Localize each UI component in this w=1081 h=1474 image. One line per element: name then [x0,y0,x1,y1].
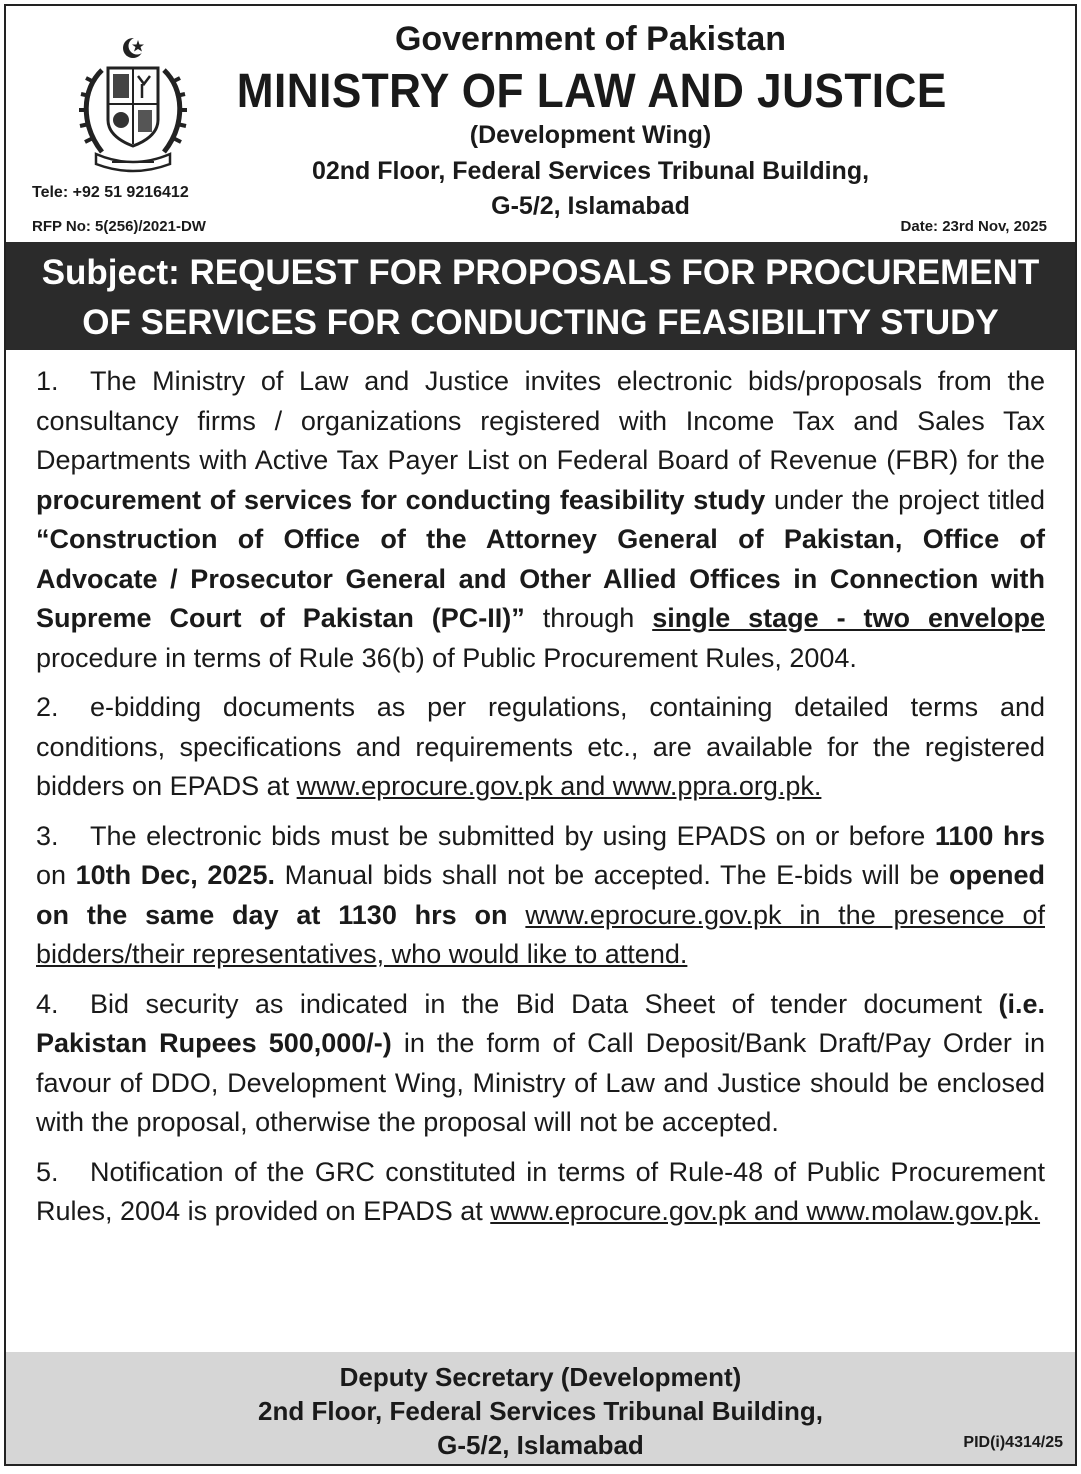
procedure-type: single stage - two envelope [652,603,1045,633]
website-links[interactable]: www.eprocure.gov.pk and www.molaw.gov.pk. [490,1196,1041,1226]
footer-address-line2: G-5/2, Islamabad [437,1430,644,1460]
header-address-line1: 02nd Floor, Federal Services Tribunal Building, [311,157,870,185]
advertisement-page [4,4,1077,1466]
text: e-bidding documents as per regulations, containing detailed terms and conditions, specifications and requirements etc., are available for the registered bidders on EPADS at [36,692,1045,801]
website-links[interactable]: www.eprocure.gov.pk and www.ppra.org.pk. [296,771,822,801]
footer-address-line1: 2nd Floor, Federal Services Tribunal Building, [258,1396,823,1426]
pid-number: PID(i)4314/25 [963,1434,1063,1451]
telephone: Tele: +92 51 9216412 [32,184,189,201]
notice-body [36,362,1045,1242]
government-title: Government of Pakistan [394,20,787,58]
state-emblem-icon [72,34,194,174]
ministry-title: MINISTRY OF LAW AND JUSTICE [236,65,947,118]
wing-title: (Development Wing) [469,121,712,149]
text: Notification of the GRC constituted in terms of Rule-48 of Public Procurement Rules, 2004 is provided on EPADS at [36,1156,1045,1226]
text: The Ministry of Law and Justice invites electronic bids/proposals from the consultancy firms / organizations registered with Income Tax and Sales Tax Departments with Active Tax Payer List on Federal Board of Revenue (FBR) for the [36,366,1045,475]
paragraph-2 [36,688,1045,807]
paragraph-1 [36,362,1045,678]
opening-time: opened on the same day at 1130 hrs on [36,860,1045,930]
header [6,6,1075,242]
paragraph-5 [36,1153,1045,1232]
paragraph-number: 3. [36,820,59,851]
website-link[interactable]: www.eprocure.gov.pk in the presence of bidders/their representatives, who would like to attend. [36,899,1045,969]
text: The electronic bids must be submitted by using EPADS on or before [90,820,935,851]
subject-line1: Subject: REQUEST FOR PROPOSALS FOR PROCUREMENT [41,253,1040,292]
subject-line2: OF SERVICES FOR CONDUCTING FEASIBILITY STUDY [82,303,999,342]
header-address-line2: G-5/2, Islamabad [491,192,690,220]
rfp-number: RFP No: 5(256)/2021-DW [32,218,206,235]
text: in the form of Call Deposit/Bank Draft/Pay Order in favour of DDO, Development Wing, Ministry of Law and Justice should be enclosed with the proposal, otherwise the proposal will not be accepted. [36,1028,1045,1137]
text: Bid security as indicated in the Bid Data Sheet of tender document [90,988,999,1019]
text: procedure in terms of Rule 36(b) of Public Procurement Rules, 2004. [36,642,857,673]
text [508,900,526,930]
date: Date: 23rd Nov, 2025 [900,218,1047,235]
text: Manual bids shall not be accepted. The E-bids will be [274,860,949,890]
footer-designation: Deputy Secretary (Development) [339,1362,742,1392]
paragraph-3 [36,817,1045,975]
deadline-date: 10th Dec, 2025. [75,860,275,890]
paragraph-number: 4. [36,988,59,1019]
bold-text: procurement of services for conducting feasibility study [36,484,766,515]
bid-security-amount: (i.e. Pakistan Rupees 500,000/-) [36,988,1045,1058]
paragraph-number: 1. [36,366,59,396]
project-title: “Construction of Office of the Attorney General of Pakistan, Office of Advocate / Prosecutor General and Other Allied Offices in Connection with Supreme Court of Pakistan (PC-II)” [36,524,1045,633]
paragraph-4 [36,985,1045,1143]
text: on [36,860,76,890]
footer [6,1352,1075,1464]
subject-bar [6,242,1075,350]
text: through [524,603,653,633]
text: under the project titled [765,484,1045,515]
paragraph-number: 5. [36,1156,59,1187]
deadline-time: 1100 hrs [934,820,1046,851]
paragraph-number: 2. [36,692,59,722]
